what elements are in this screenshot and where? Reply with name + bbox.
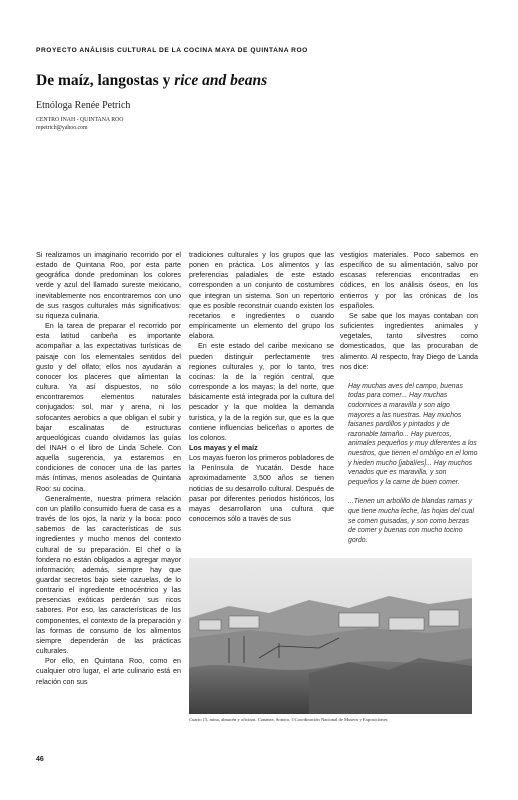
paragraph: Los mayas fueron los primeros pobladores de la Península de Yucatán. Desde hace aproximadamente 3,500 años se tienen noticias de su desarrollo cultural. Después de pasar por diferentes periodos históricos, los mayas desarrollaron una cultura que conocemos sólo a través de sus	[189, 454, 334, 524]
title-italic: rice and beans	[174, 72, 268, 89]
paragraph: Generalmente, nuestra primera relación con un platillo consumido fuera de casa es a través de los ojos, la nariz y la boca: poco sabemos de las características de sus ingredientes y mucho menos del contexto cultural de su preparación. El chef o la fondera no están obligados a agregar mayor información; además, siempre hay que guardar secretos bajo siete cazuelas, de lo contrario el ingrediente etnocéntrico y las presencias exóticas perderán sus ricos sabores. Por eso, las características de los componentes, el contexto de la preparación y las formas de consumo de los alimentos siempre dependerán de las prácticas culturales.	[36, 494, 181, 656]
title-main: De maíz, langostas y	[36, 72, 175, 89]
author-affiliation-block	[36, 116, 123, 132]
photo-illustration	[189, 558, 472, 714]
text-column-2	[189, 250, 334, 524]
article-title	[36, 72, 496, 90]
text-column-3	[340, 250, 478, 545]
running-header: PROYECTO ANÁLISIS CULTURAL DE LA COCINA MAYA DE QUINTANA ROO	[36, 47, 308, 54]
photo-caption: Cuarto 15, mina, almacén y oficinas. Cananea, Sonora. ©Coordinación Nacional de Museos y Exposiciones	[189, 717, 388, 722]
paragraph: Si realizamos un imaginario recorrido por el estado de Quintana Roo, por esta parte geográfica donde predominan los colores verde y azul del llamado sureste mexicano, inevitablemente nos encontraremos con uno de sus rasgos culturales más significativos: su riqueza culinaria.	[36, 251, 181, 320]
text-column-1	[36, 250, 181, 687]
section-heading: Los mayas y el maíz	[189, 443, 258, 452]
block-quote: Hay muchas aves del campo, buenas todas para comer... Hay muchas codornices a maravilla y son algo mayores a las nuestras. Hay muchos faisanes pardillos y pintados y de razonable tamaño... Hay puercos, animales pequeños y muy diferentes a los nuestros, que tienen el ombligo en el lomo y hieden mucho [jabalíes]... Hay muchos venados que es maravilla, y son pequeños y la carne de buen comer.	[348, 382, 478, 486]
paragraph: En la tarea de preparar el recorrido por esta latitud caribeña es importante acompañar a las expectativas turísticas de paisaje con los elementales sentidos del gusto y del olfato; ellos nos ayudarán a conocer los placeres que alimentan la cultura. Ya así dispuestos, no sólo encontraremos elementos naturales conjugados: sol, mar y arena, ni los sofocantes aerobics a que obligan el subir y bajar escalinatas de estructuras arqueológicas cuando olvidamos las guías del INAH o el libro de Linda Schele. Con aquella sugerencia, ya estaremos en condiciones de conocer una de las partes más íntimas, menos asoleadas de Quintana Roo: su cocina.	[36, 322, 181, 493]
paragraph: Se sabe que los mayas contaban con suficientes ingredientes animales y vegetales, tanto silvestres como domesticados, que las procuraban de alimento. Al respecto, fray Diego de Landa nos dice:	[340, 311, 478, 371]
paragraph: vestigios materiales. Poco sabemos en específico de su alimentación, salvo por escasas referencias encontradas en códices, en los análisis óseos, en los entierros y por las crónicas de los españoles.	[340, 251, 478, 310]
author-name: Etnóloga Renée Petrich	[36, 100, 131, 111]
paragraph: Por ello, en Quintana Roo, como en cualquier otro lugar, el arte culinario está en relación con sus	[36, 657, 181, 686]
historic-photo	[189, 558, 472, 714]
author-affiliation: CENTRO INAH - QUINTANA ROO	[36, 117, 124, 123]
paragraph: tradiciones culturales y los grupos que las ponen en práctica. Los alimentos y las preferencias paladiales de este estado corresponden a un conjunto de costumbres que integran un sistema. Son un repertorio que es posible reconstruir cuando existen los recetarios e ingredientes o cuando empíricamente un elemento del grupo los elabora.	[189, 251, 334, 341]
author-email[interactable]: repetrich@yahoo.com	[36, 125, 88, 131]
paragraph: En este estado del caribe mexicano se pueden distinguir perfectamente tres regiones culturales y, por lo tanto, tres cocinas: la de la región central, que corresponde a los mayas; la del norte, que básicamente está integrada por la cultura del pescador y la que moldea la demanda turística, y la de la región sur, que es la que contiene influencias beliceñas o aportes de los colonos.	[189, 342, 334, 442]
block-quote: ...Tienen un arbolillo de blandas ramas y que tiene mucha leche, las hojas del cual se comen guisadas, y son como berzas de comer y buenas con mucho tocino gordo.	[348, 498, 475, 544]
page-number: 46	[36, 756, 44, 763]
